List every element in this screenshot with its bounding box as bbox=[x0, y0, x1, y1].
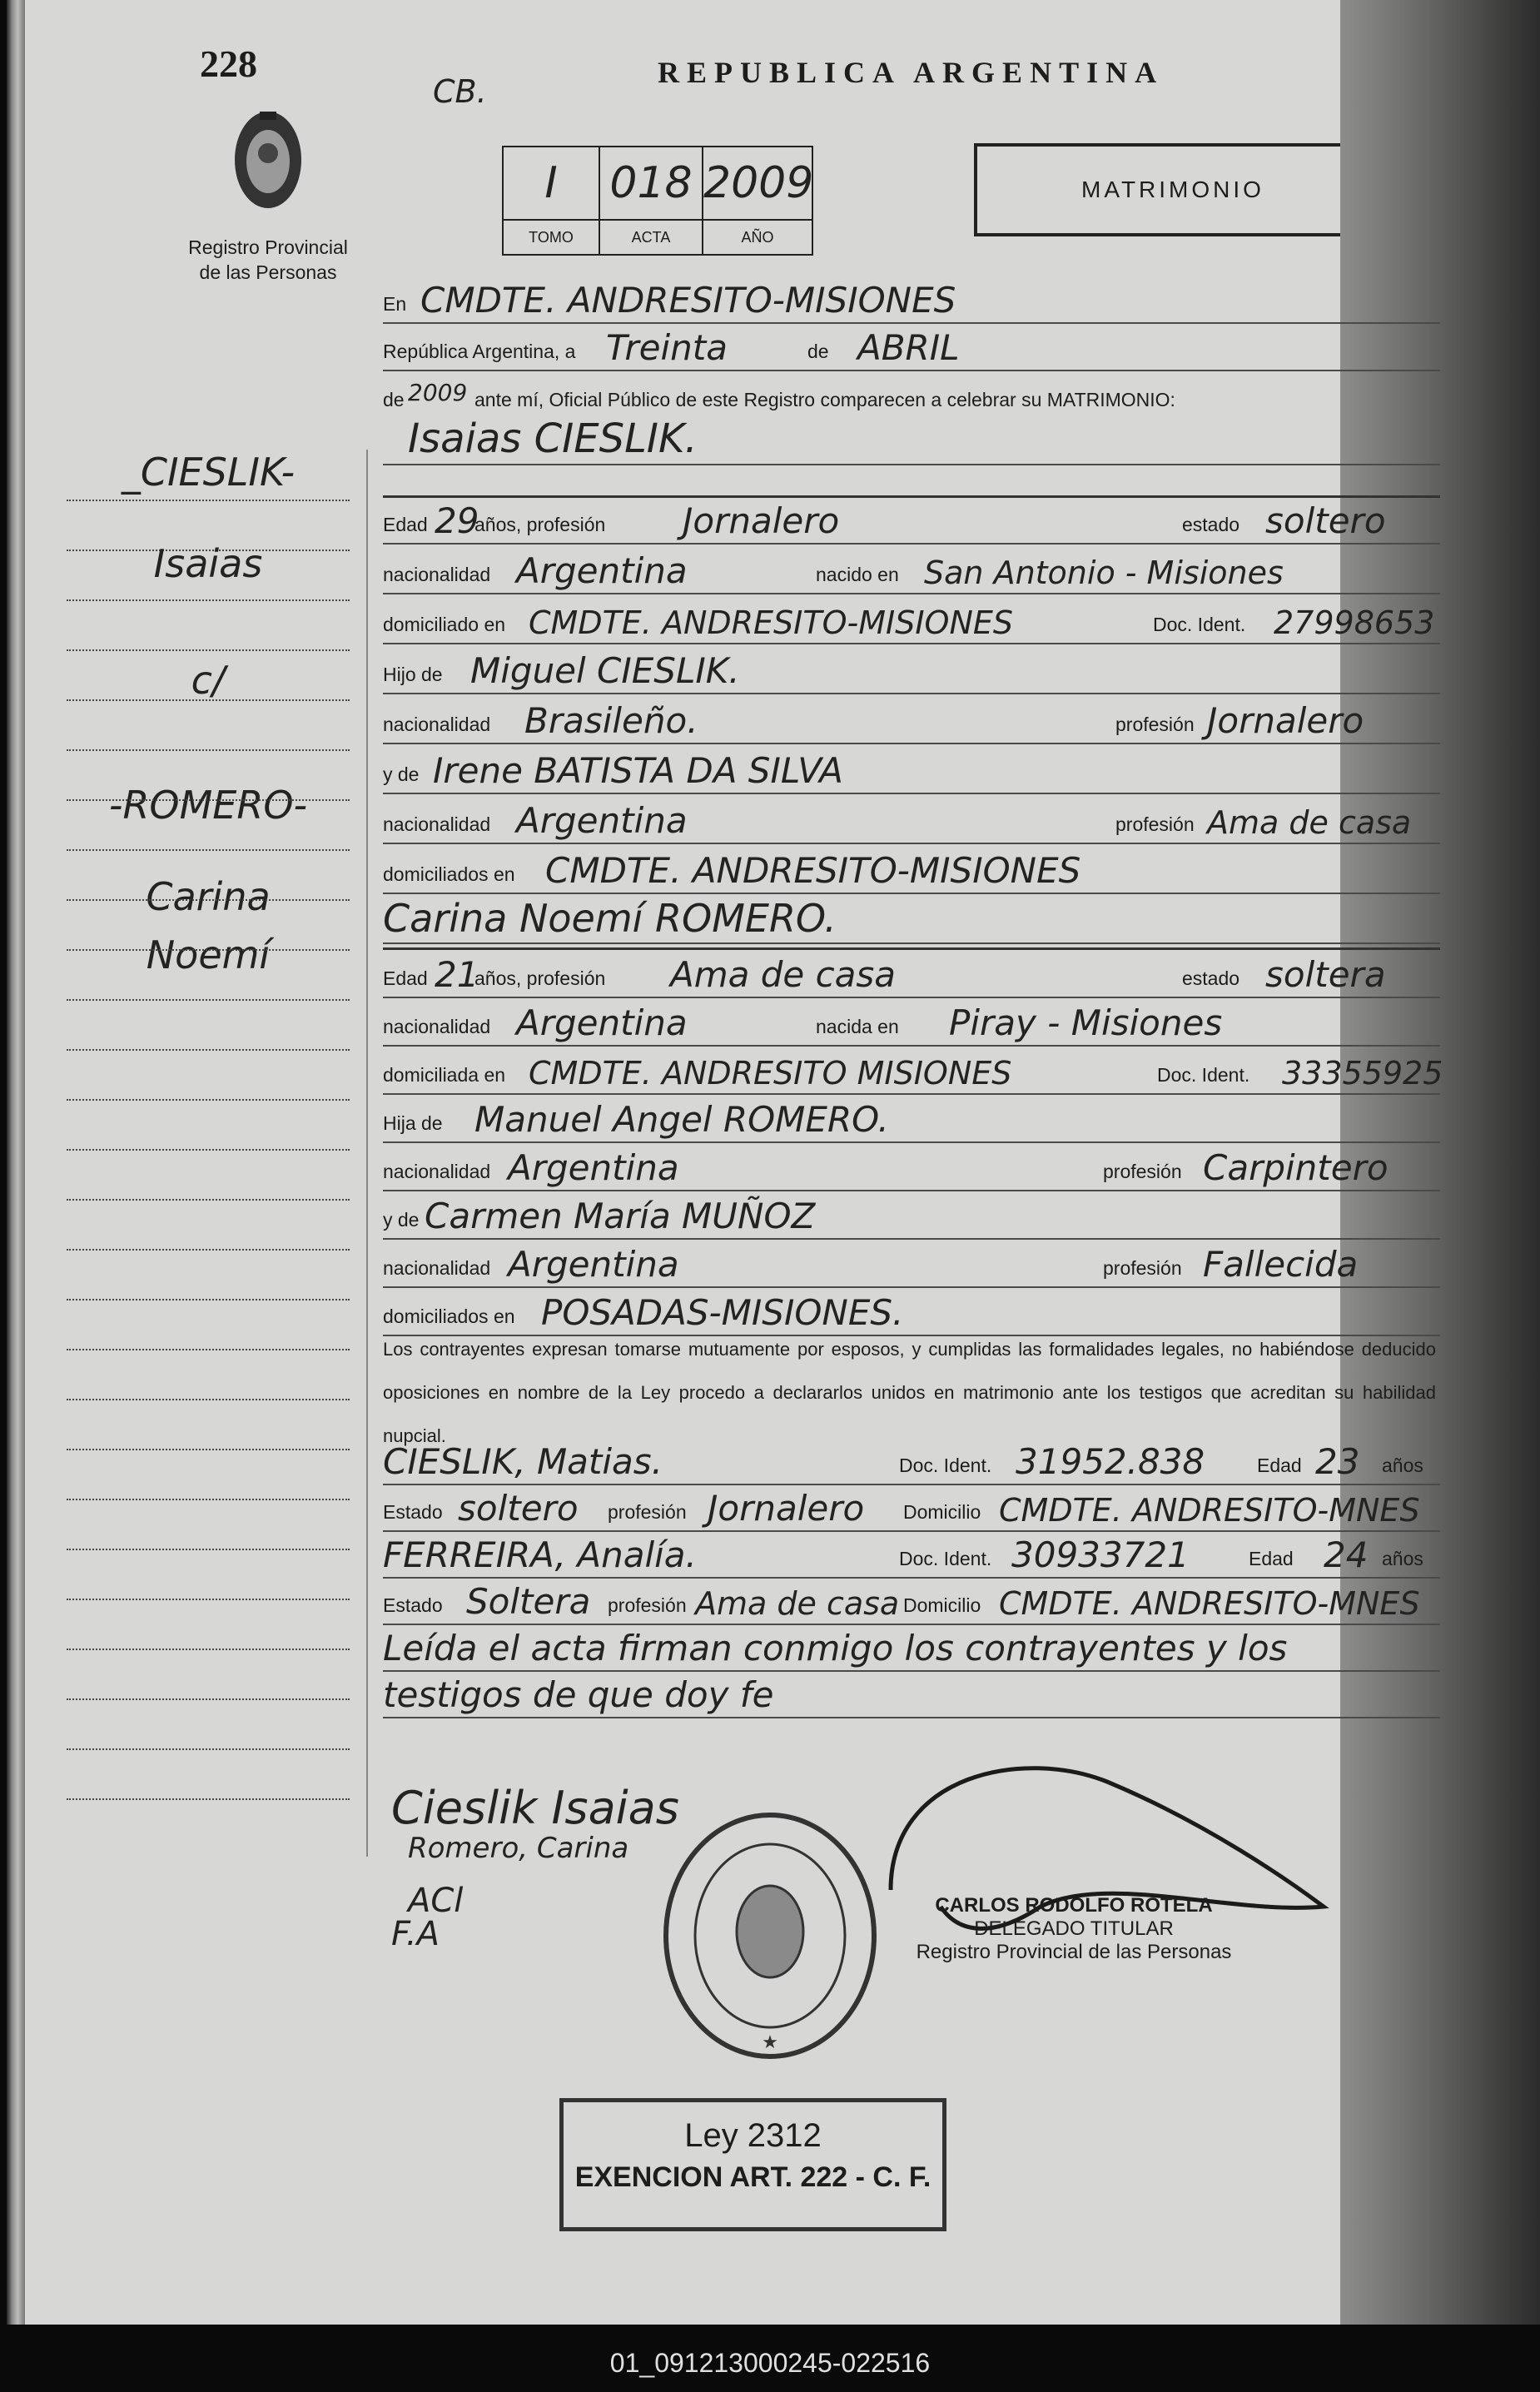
witness2-age: 24 bbox=[1324, 1534, 1369, 1575]
margin-line bbox=[67, 899, 350, 901]
ley-line-1: Ley 2312 bbox=[684, 2117, 822, 2154]
year-prefix: de bbox=[383, 389, 405, 410]
witness2-status: Soltera bbox=[466, 1581, 591, 1622]
bride-age: 21 bbox=[435, 954, 479, 995]
groom-domicile: CMDTE. ANDRESITO-MISIONES bbox=[529, 604, 1014, 641]
bride-age-line bbox=[383, 953, 1440, 998]
edad-label: Edad bbox=[1249, 1548, 1294, 1569]
profesion-label: profesión bbox=[1103, 1161, 1182, 1182]
profesion-label: profesión bbox=[608, 1501, 687, 1523]
margin-line bbox=[67, 500, 350, 501]
tomo-value: I bbox=[504, 147, 600, 219]
domicilio-label: Domicilio bbox=[903, 1594, 981, 1616]
closing-note-2: testigos de que doy fe bbox=[383, 1674, 774, 1715]
law-exemption-stamp bbox=[559, 2098, 946, 2231]
groom-nationality: Argentina bbox=[516, 550, 688, 591]
margin-name: Carina bbox=[146, 874, 271, 919]
edad-label: Edad bbox=[1257, 1455, 1302, 1476]
margin-line bbox=[67, 949, 350, 951]
round-stamp-icon bbox=[658, 1807, 882, 2065]
official-office: Registro Provincial de las Personas bbox=[916, 1941, 1232, 1963]
record-index-table bbox=[502, 146, 813, 256]
margin-line bbox=[67, 999, 350, 1001]
bride-nationality: Argentina bbox=[516, 1002, 688, 1043]
year-line bbox=[383, 375, 1440, 418]
bride-parents-domicile: POSADAS-MISIONES. bbox=[541, 1292, 904, 1333]
witness2-name: FERREIRA, Analía. bbox=[383, 1534, 697, 1575]
margin-line bbox=[67, 1748, 350, 1750]
margin-line bbox=[67, 1049, 350, 1051]
signature-groom: Cieslik Isaias bbox=[391, 1782, 679, 1834]
place-line bbox=[383, 279, 1440, 324]
margin-name: -ROMERO- bbox=[108, 783, 308, 828]
hijo-label: Hijo de bbox=[383, 664, 443, 685]
domicilio-label: domiciliado en bbox=[383, 614, 506, 635]
bride-mother-nationality-line bbox=[383, 1243, 1440, 1288]
witness1-doc: 31952.838 bbox=[1016, 1441, 1205, 1482]
bride-birthplace: Piray - Misiones bbox=[949, 1002, 1223, 1043]
acta-value: 018 bbox=[600, 147, 703, 219]
closing-note-1: Leída el acta firman conmigo los contrayentes y los bbox=[383, 1628, 1288, 1668]
section-rule bbox=[383, 947, 1440, 950]
estado-label: Estado bbox=[383, 1594, 443, 1616]
anos-label: años bbox=[1382, 1548, 1423, 1569]
margin-name: Noemí bbox=[146, 932, 271, 977]
closing-line-1 bbox=[383, 1627, 1440, 1672]
bride-profession: Ama de casa bbox=[670, 954, 897, 995]
bride-doc: 33355925 bbox=[1282, 1055, 1443, 1092]
groom-mother-nationality-line bbox=[383, 799, 1440, 844]
doc-label: Doc. Ident. bbox=[899, 1548, 992, 1569]
witness1-profession: Jornalero bbox=[708, 1488, 865, 1529]
doc-label: Doc. Ident. bbox=[1157, 1064, 1250, 1086]
bride-status: soltera bbox=[1265, 954, 1386, 995]
groom-name-line bbox=[383, 415, 1440, 465]
republica-label: República Argentina, a bbox=[383, 341, 576, 362]
record-type-box: MATRIMONIO bbox=[974, 143, 1372, 236]
ano-label: AÑO bbox=[703, 219, 812, 254]
margin-line bbox=[67, 849, 350, 851]
edad-label: Edad bbox=[383, 514, 428, 535]
margin-name: _CIESLIK- bbox=[121, 450, 296, 495]
signature-witness1: ACl bbox=[408, 1882, 464, 1920]
witness1-status: soltero bbox=[458, 1488, 579, 1529]
bride-father-profession: Carpintero bbox=[1203, 1147, 1388, 1188]
month-value: ABRIL bbox=[857, 327, 960, 368]
margin-line bbox=[67, 1249, 350, 1251]
estado-label: estado bbox=[1182, 514, 1240, 535]
groom-father: Miguel CIESLIK. bbox=[470, 650, 740, 691]
witness1-details-line bbox=[383, 1487, 1440, 1532]
profesion-label: profesión bbox=[1115, 813, 1195, 835]
yde-label: y de bbox=[383, 763, 420, 785]
domiciliados-label: domiciliados en bbox=[383, 1305, 515, 1327]
margin-line bbox=[67, 799, 350, 801]
groom-doc: 27998653 bbox=[1274, 604, 1435, 641]
anos-label: años bbox=[1382, 1455, 1423, 1476]
nacionalidad-label: nacionalidad bbox=[383, 714, 491, 735]
groom-nationality-line bbox=[383, 550, 1440, 594]
bride-father: Manuel Angel ROMERO. bbox=[474, 1099, 889, 1140]
domicilio-label: Domicilio bbox=[903, 1501, 981, 1523]
nacionalidad-label: nacionalidad bbox=[383, 1161, 491, 1182]
margin-name: Isaias bbox=[153, 541, 263, 586]
groom-father-nationality-line bbox=[383, 699, 1440, 744]
de-label: de bbox=[807, 341, 829, 362]
bride-father-nationality: Argentina bbox=[508, 1147, 679, 1188]
official-stamp bbox=[916, 1894, 1232, 1964]
section-rule bbox=[383, 495, 1440, 498]
yde-label: y de bbox=[383, 1209, 420, 1231]
groom-domicile-line bbox=[383, 599, 1440, 644]
witness2-details-line bbox=[383, 1580, 1440, 1625]
groom-father-nationality: Brasileño. bbox=[524, 700, 698, 741]
estado-label: estado bbox=[1182, 967, 1240, 989]
bride-name: Carina Noemí ROMERO. bbox=[383, 896, 837, 941]
witness2-name-line bbox=[383, 1534, 1440, 1579]
groom-mother-line bbox=[383, 749, 1440, 794]
bride-domicile: CMDTE. ANDRESITO MISIONES bbox=[529, 1055, 1012, 1092]
margin-line bbox=[67, 1149, 350, 1151]
witness1-domicile: CMDTE. ANDRESITO-MNES bbox=[999, 1492, 1420, 1529]
doc-label: Doc. Ident. bbox=[899, 1455, 992, 1476]
acta-label: ACTA bbox=[600, 219, 703, 254]
witness2-domicile: CMDTE. ANDRESITO-MNES bbox=[999, 1585, 1420, 1622]
nacionalidad-label: nacionalidad bbox=[383, 1016, 491, 1037]
place-value: CMDTE. ANDRESITO-MISIONES bbox=[420, 280, 956, 321]
bride-mother-profession: Fallecida bbox=[1203, 1244, 1359, 1285]
bride-domicile-line bbox=[383, 1050, 1443, 1095]
domiciliados-label: domiciliados en bbox=[383, 863, 515, 885]
groom-mother-profession: Ama de casa bbox=[1207, 804, 1412, 841]
signature-witness2: F.A bbox=[391, 1915, 440, 1953]
nacionalidad-label: nacionalidad bbox=[383, 813, 491, 835]
witness1-name-line bbox=[383, 1440, 1440, 1485]
bride-nationality-line bbox=[383, 1002, 1440, 1047]
folio-number: 228 bbox=[200, 42, 257, 85]
country-title: REPUBLICA ARGENTINA bbox=[658, 56, 1165, 89]
hija-label: Hija de bbox=[383, 1112, 443, 1134]
margin-name: c/ bbox=[191, 658, 226, 703]
margin-line bbox=[67, 1449, 350, 1450]
groom-father-profession: Jornalero bbox=[1207, 700, 1364, 741]
bride-mother-nationality: Argentina bbox=[508, 1244, 679, 1285]
margin-line bbox=[67, 1549, 350, 1550]
anos-profesion-label: años, profesión bbox=[474, 967, 606, 989]
signature-bride: Romero, Carina bbox=[408, 1832, 629, 1865]
groom-name: Isaias CIESLIK. bbox=[408, 415, 698, 462]
margin-line bbox=[67, 1798, 350, 1800]
tomo-label: TOMO bbox=[504, 219, 600, 254]
margin-line bbox=[67, 749, 350, 751]
bride-mother-line bbox=[383, 1195, 1440, 1240]
official-name: CARLOS RODOLFO ROTELA bbox=[935, 1894, 1213, 1917]
margin-line bbox=[67, 599, 350, 601]
official-title: DELEGADO TITULAR bbox=[974, 1917, 1174, 1940]
witness1-name: CIESLIK, Matias. bbox=[383, 1441, 663, 1482]
day-value: Treinta bbox=[606, 327, 728, 368]
declaration-text: Los contrayentes expresan tomarse mutuamente por esposos, y cumplidas las formalidades legales, no habiéndose deducido oposiciones en nombre de la Ley procedo a declararlos unidos en matrimonio ante los testigos que acreditan su habilidad nupcial. bbox=[383, 1339, 1436, 1446]
corner-note: CB. bbox=[433, 73, 487, 110]
witness1-age: 23 bbox=[1315, 1441, 1360, 1482]
margin-line bbox=[67, 1099, 350, 1101]
ante-mi-label: ante mí, Oficial Público de este Registro comparecen a celebrar su MATRIMONIO: bbox=[474, 389, 1175, 410]
witness2-profession: Ama de casa bbox=[695, 1585, 900, 1622]
image-identifier: 01_091213000245-022516 bbox=[609, 2348, 931, 2378]
nacido-label: nacido en bbox=[816, 564, 899, 585]
svg-text:★: ★ bbox=[762, 2031, 778, 2052]
margin-line bbox=[67, 649, 350, 651]
profesion-label: profesión bbox=[1103, 1257, 1182, 1279]
margin-line bbox=[67, 699, 350, 701]
margin-line bbox=[67, 1349, 350, 1350]
margin-line bbox=[67, 1698, 350, 1700]
bride-father-nationality-line bbox=[383, 1146, 1440, 1191]
margin-line bbox=[67, 1499, 350, 1500]
registry-caption: Registro Provincial de las Personas bbox=[188, 236, 348, 283]
nacida-label: nacida en bbox=[816, 1016, 899, 1037]
groom-mother: Irene BATISTA DA SILVA bbox=[433, 750, 843, 791]
nacionalidad-label: nacionalidad bbox=[383, 564, 491, 585]
margin-line bbox=[67, 1649, 350, 1650]
doc-label: Doc. Ident. bbox=[1153, 614, 1246, 635]
bride-father-line bbox=[383, 1098, 1440, 1143]
profesion-label: profesión bbox=[608, 1594, 687, 1616]
domiciliada-label: domiciliada en bbox=[383, 1064, 506, 1086]
groom-age-line bbox=[383, 500, 1440, 545]
date-line bbox=[383, 326, 1440, 371]
ley-line-2: EXENCION ART. 222 - C. F. bbox=[574, 2161, 931, 2193]
groom-profession: Jornalero bbox=[683, 500, 840, 541]
anos-profesion-label: años, profesión bbox=[474, 514, 606, 535]
en-label: En bbox=[383, 293, 407, 315]
margin-line bbox=[67, 1399, 350, 1400]
margin-line bbox=[67, 1299, 350, 1300]
coat-of-arms-icon bbox=[226, 102, 310, 218]
closing-line-2 bbox=[383, 1673, 1440, 1718]
groom-parents-domicile-line bbox=[383, 849, 1440, 894]
margin-divider bbox=[366, 450, 368, 1857]
margin-line bbox=[67, 1599, 350, 1600]
profesion-label: profesión bbox=[1115, 714, 1195, 735]
groom-mother-nationality: Argentina bbox=[516, 800, 688, 841]
edad-label: Edad bbox=[383, 967, 428, 989]
groom-status: soltero bbox=[1265, 500, 1386, 541]
nacionalidad-label: nacionalidad bbox=[383, 1257, 491, 1279]
bride-mother: Carmen María MUÑOZ bbox=[425, 1196, 816, 1236]
groom-father-line bbox=[383, 649, 1440, 694]
witness2-doc: 30933721 bbox=[1011, 1534, 1190, 1575]
groom-age: 29 bbox=[435, 500, 479, 541]
bride-name-line bbox=[383, 896, 1440, 944]
margin-line bbox=[67, 1199, 350, 1201]
year-value: 2009 bbox=[408, 379, 468, 406]
ano-value: 2009 bbox=[703, 158, 814, 208]
groom-parents-domicile: CMDTE. ANDRESITO-MISIONES bbox=[545, 850, 1081, 891]
estado-label: Estado bbox=[383, 1501, 443, 1523]
groom-birthplace: San Antonio - Misiones bbox=[924, 554, 1284, 591]
